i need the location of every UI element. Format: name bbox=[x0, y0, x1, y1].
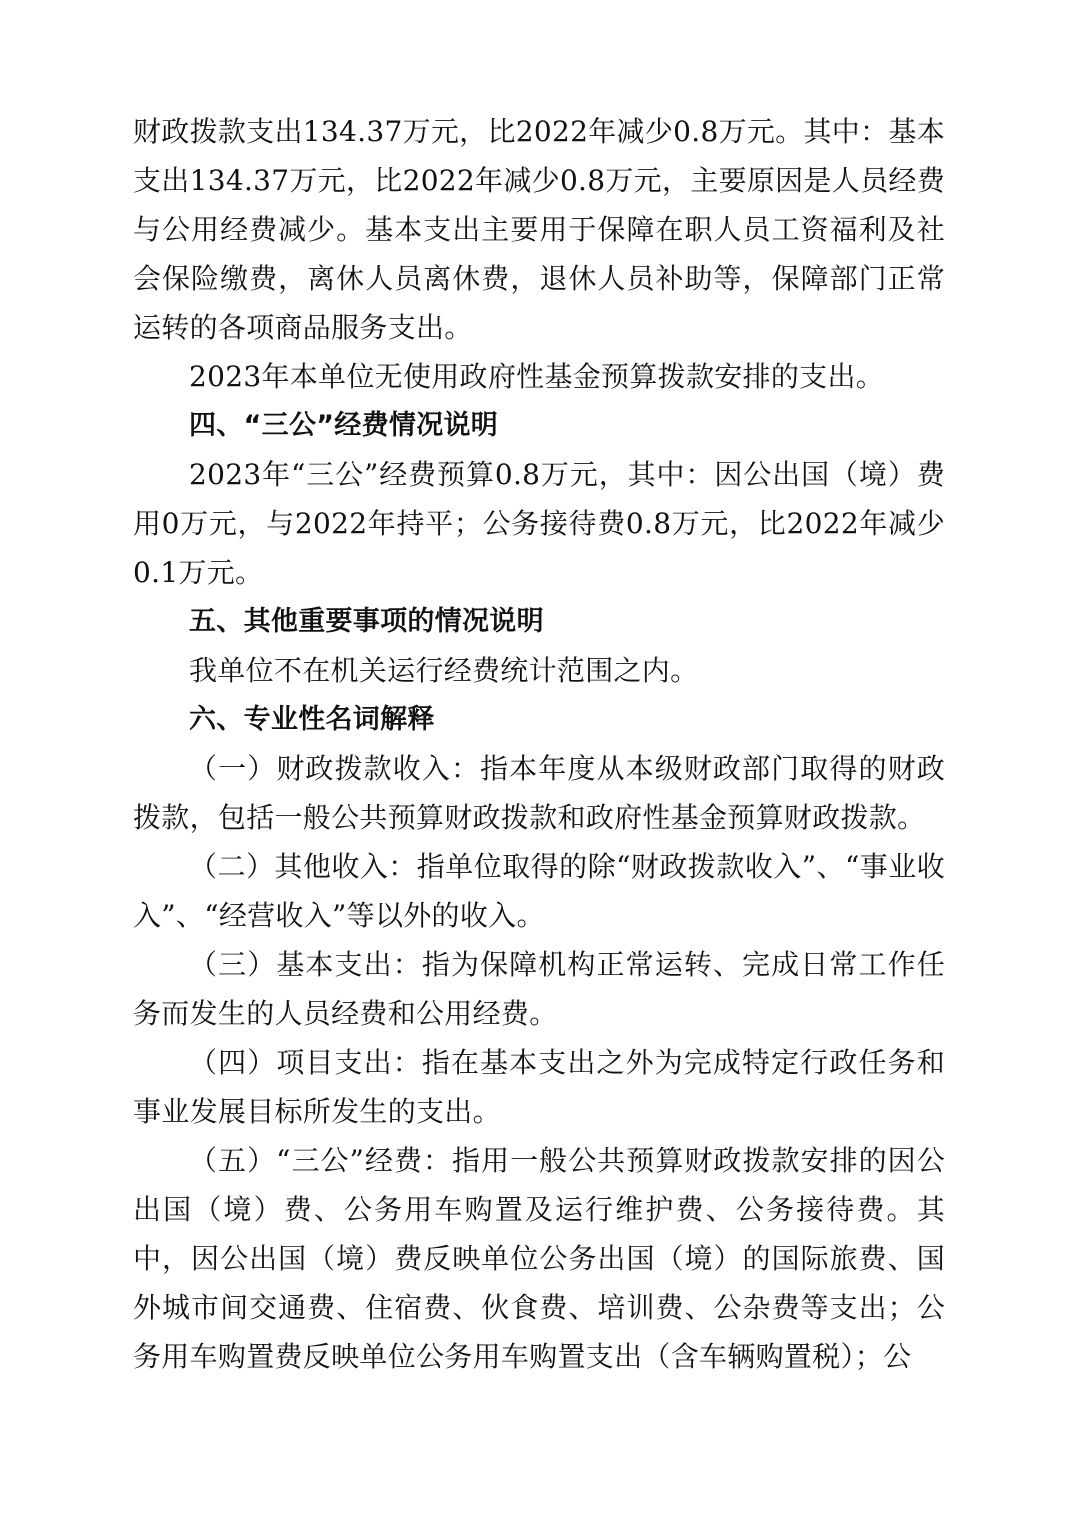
section-heading-three-public: 四、“三公”经费情况说明 bbox=[189, 410, 499, 441]
glossary-item-project-expenditure: （四）项目支出：指在基本支出之外为完成特定行政任务和事业发展目标所发生的支出。 bbox=[133, 1046, 945, 1128]
section-heading-other-matters: 五、其他重要事项的情况说明 bbox=[189, 606, 544, 637]
glossary-item-three-public-funds: （五）“三公”经费：指用一般公共预算财政拨款安排的因公出国（境）费、公务用车购置及运行维护费、公务接待费。其中，因公出国（境）费反映单位公务出国（境）的国际旅费、国外城市间交通费、住宿费、伙食费、培训费、公杂费等支出；公务用车购置费反映单位公务用车购置支出（含车辆购置税）；公 bbox=[133, 1144, 945, 1373]
paragraph-three-public-budget: 2023年“三公”经费预算0.8万元，其中：因公出国（境）费用0万元，与2022年持平；公务接待费0.8万元，比2022年减少0.1万元。 bbox=[133, 458, 945, 589]
glossary-item-basic-expenditure: （三）基本支出：指为保障机构正常运转、完成日常工作任务而发生的人员经费和公用经费。 bbox=[133, 948, 945, 1030]
glossary-item-fiscal-income: （一）财政拨款收入：指本年度从本级财政部门取得的财政拨款，包括一般公共预算财政拨款和政府性基金预算财政拨款。 bbox=[133, 752, 945, 834]
document-body bbox=[133, 107, 945, 1381]
paragraph-government-fund: 2023年本单位无使用政府性基金预算拨款安排的支出。 bbox=[189, 360, 885, 393]
section-heading-glossary: 六、专业性名词解释 bbox=[189, 704, 435, 735]
paragraph-operating-expenses: 我单位不在机关运行经费统计范围之内。 bbox=[189, 654, 699, 687]
glossary-item-other-income: （二）其他收入：指单位取得的除“财政拨款收入”、“事业收入”、“经营收入”等以外的收入。 bbox=[133, 850, 945, 932]
paragraph-fiscal-expenditure: 财政拨款支出134.37万元，比2022年减少0.8万元。其中：基本支出134.37万元，比2022年减少0.8万元，主要原因是人员经费与公用经费减少。基本支出主要用于保障在职人员工资福利及社会保险缴费，离休人员离休费，退休人员补助等，保障部门正常运转的各项商品服务支出。 bbox=[133, 115, 945, 344]
